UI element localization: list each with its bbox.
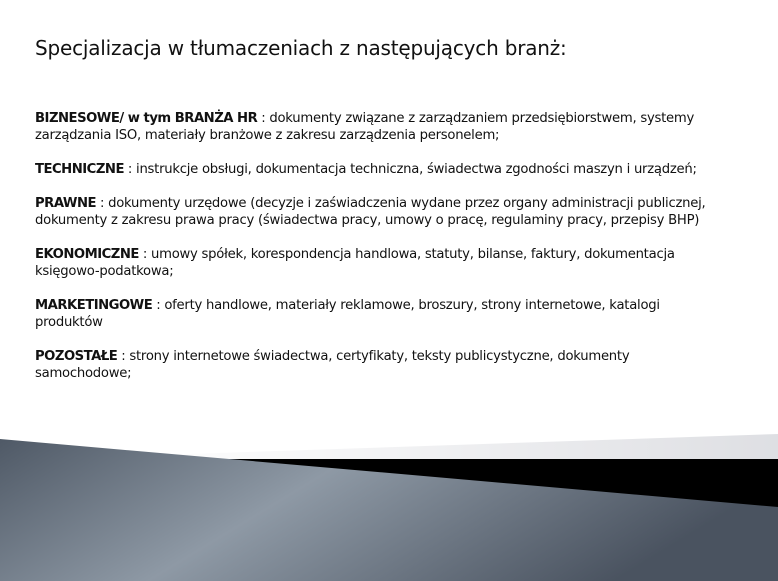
section-text: : strony internetowe świadectwa, certyfikaty, teksty publicystyczne, dokumenty samochodowe; [35, 349, 630, 381]
section-other [35, 348, 715, 382]
section-heading: EKONOMICZNE [35, 247, 139, 262]
section-text: : dokumenty urzędowe (decyzje i zaświadczenia wydane przez organy administracji publicznej, dokumenty z zakresu prawa pracy (świadectwa pracy, umowy o pracę, regulaminy pracy, przepisy BHP) [35, 196, 706, 228]
light-band [130, 434, 778, 459]
slide-title: Specjalizacja w tłumaczeniach z następujących branż: [35, 36, 567, 60]
section-text: : oferty handlowe, materiały reklamowe, broszury, strony internetowe, katalogi produktów [35, 298, 660, 330]
slide-content [35, 110, 715, 399]
section-heading: MARKETINGOWE [35, 298, 153, 313]
section-heading: TECHNICZNE [35, 162, 124, 177]
section-heading: BIZNESOWE/ w tym BRANŻA HR [35, 111, 258, 126]
section-text: : instrukcje obsługi, dokumentacja techniczna, świadectwa zgodności maszyn i urządzeń; [123, 162, 697, 177]
section-technical [35, 161, 715, 178]
section-legal [35, 195, 715, 229]
section-text: : umowy spółek, korespondencja handlowa, statuty, bilanse, faktury, dokumentacja księgowo-podatkowa; [35, 247, 675, 279]
section-marketing [35, 297, 715, 331]
section-business [35, 110, 715, 144]
section-text: : dokumenty związane z zarządzaniem przedsiębiorstwem, systemy zarządzania ISO, materiały branżowe z zakresu zarządzenia personelem; [35, 111, 695, 143]
section-economic [35, 246, 715, 280]
section-heading: PRAWNE [35, 196, 97, 211]
section-heading: POZOSTAŁE [35, 349, 118, 364]
